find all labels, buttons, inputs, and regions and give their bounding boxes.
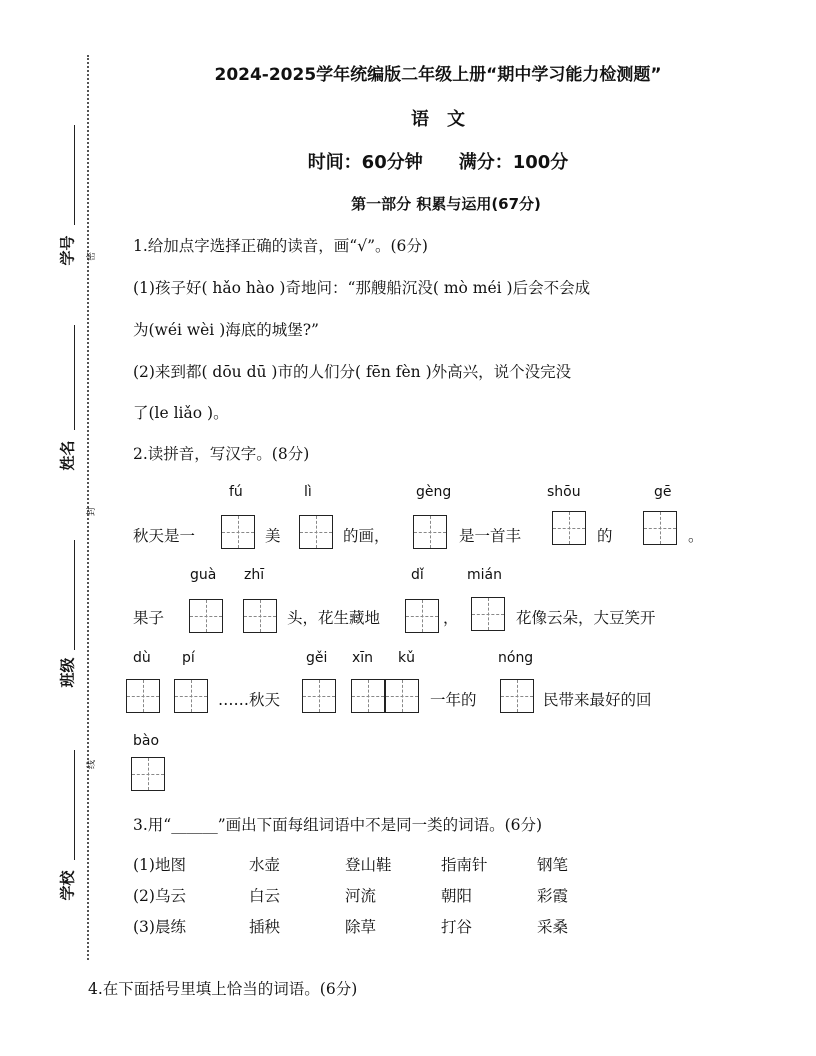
q3-r1-c5: 钢笔 — [537, 856, 569, 874]
class-blank-line — [74, 540, 75, 650]
pinyin-ge: gē — [654, 484, 672, 500]
row1-text-f: 。 — [688, 527, 704, 545]
writing-box[interactable] — [174, 679, 208, 713]
writing-box[interactable] — [471, 597, 505, 631]
q3-r1-c4: 指南针 — [441, 856, 488, 874]
q3-r1-c3: 登山鞋 — [345, 856, 392, 874]
school-label: 学校 — [58, 870, 77, 901]
writing-box[interactable] — [643, 511, 677, 545]
writing-box[interactable] — [552, 511, 586, 545]
q3-r2-c5: 彩霞 — [537, 887, 569, 905]
writing-box[interactable] — [131, 757, 165, 791]
pinyin-geng: gèng — [416, 484, 452, 500]
pinyin-ku: kǔ — [398, 650, 415, 666]
pinyin-di: dǐ — [411, 567, 424, 583]
writing-box[interactable] — [385, 679, 419, 713]
row2-text-b: 头，花生藏地 — [287, 609, 381, 627]
q3-r3-c4: 打谷 — [441, 918, 473, 936]
row1-text-c: 的画， — [343, 527, 390, 545]
q3-stem: 3.用“______”画出下面每组词语中不是同一类的词语。(6分) — [133, 816, 543, 834]
q3-r1-c2: 水壶 — [249, 856, 281, 874]
pinyin-bao: bào — [133, 733, 160, 749]
q3-r2-c4: 朝阳 — [441, 887, 473, 905]
row1-text-a: 秋天是一 — [133, 527, 196, 545]
q3-r2-c2: 白云 — [249, 887, 281, 905]
pinyin-pi: pí — [182, 650, 195, 666]
exam-title: 2024-2025学年统编版二年级上册“期中学习能力检测题” — [214, 65, 662, 85]
pinyin-gei: gěi — [306, 650, 328, 666]
q3-r2-c3: 河流 — [345, 887, 377, 905]
name-label: 姓名 — [58, 440, 77, 471]
student-id-label: 学号 — [58, 235, 77, 266]
q3-r3-c3: 除草 — [345, 918, 377, 936]
q3-r3-c2: 插秧 — [249, 918, 281, 936]
pinyin-shou: shōu — [547, 484, 581, 500]
pinyin-xin: xīn — [352, 650, 374, 666]
q1-line2: 为(wéi wèi )海底的城堡?” — [133, 321, 319, 339]
writing-box[interactable] — [243, 599, 277, 633]
section-title: 第一部分 积累与运用(67分) — [351, 195, 541, 213]
writing-box[interactable] — [500, 679, 534, 713]
row1-text-e: 的 — [597, 527, 613, 545]
subject-title: 语 文 — [411, 109, 465, 130]
pinyin-nong: nóng — [498, 650, 534, 666]
binding-mark-line: 线 — [87, 759, 98, 770]
class-label: 班级 — [58, 657, 77, 688]
q3-r3-c1: (3)晨练 — [133, 918, 186, 936]
row2-text-c: ， — [443, 609, 459, 627]
binding-mark-seal2: 封 — [87, 506, 98, 517]
q1-stem: 1.给加点字选择正确的读音，画“√”。(6分) — [133, 237, 428, 255]
q1-line3: (2)来到都( dōu dū )市的人们分( fēn fèn )外高兴，说个没完没 — [133, 363, 572, 381]
binding-mark-seal: 密 — [87, 251, 98, 262]
row3-text-a: ……秋天 — [218, 691, 281, 709]
time-and-score: 时间：60分钟 满分：100分 — [307, 152, 569, 173]
pinyin-fu: fú — [229, 484, 243, 500]
pinyin-mian: mián — [467, 567, 502, 583]
q3-r1-c1: (1)地图 — [133, 856, 186, 874]
row3-text-c: 民带来最好的回 — [543, 691, 652, 709]
q4-stem: 4.在下面括号里填上恰当的词语。(6分) — [88, 980, 358, 998]
writing-box[interactable] — [221, 515, 255, 549]
q1-line1: (1)孩子好( hǎo hào )奇地问：“那艘船沉没( mò méi )后会不会成 — [133, 279, 591, 297]
writing-box[interactable] — [413, 515, 447, 549]
writing-box[interactable] — [405, 599, 439, 633]
q2-stem: 2.读拼音，写汉字。(8分) — [133, 445, 310, 463]
pinyin-zhi: zhī — [244, 567, 265, 583]
writing-box[interactable] — [299, 515, 333, 549]
row2-text-d: 花像云朵，大豆笑开 — [516, 609, 656, 627]
row3-text-b: 一年的 — [430, 691, 477, 709]
q3-r3-c5: 采桑 — [537, 918, 569, 936]
pinyin-du: dù — [133, 650, 151, 666]
school-blank-line — [74, 750, 75, 860]
writing-box[interactable] — [351, 679, 385, 713]
name-blank-line — [74, 325, 75, 430]
q1-line4: 了(le liǎo )。 — [133, 404, 229, 422]
pinyin-gua: guà — [190, 567, 217, 583]
writing-box[interactable] — [189, 599, 223, 633]
writing-box[interactable] — [302, 679, 336, 713]
row1-text-d: 是一首丰 — [459, 527, 522, 545]
row2-text-a: 果子 — [133, 609, 165, 627]
row1-text-b: 美 — [265, 527, 281, 545]
q3-r2-c1: (2)乌云 — [133, 887, 186, 905]
writing-box[interactable] — [126, 679, 160, 713]
pinyin-li: lì — [304, 484, 312, 500]
